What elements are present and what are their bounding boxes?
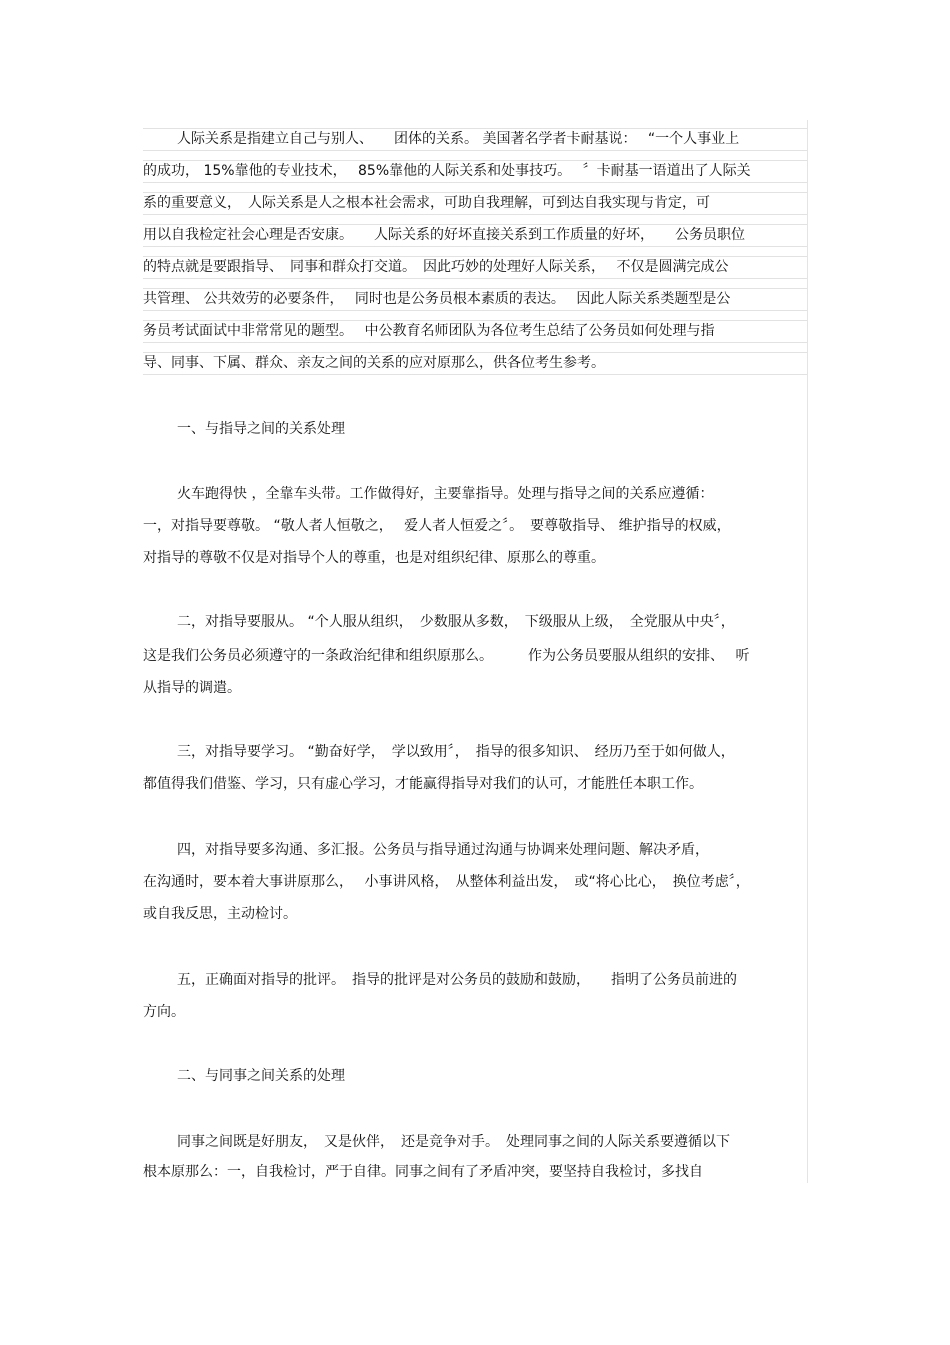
paragraph-line: 一，对指导要尊敬。 “敬人者人恒敬之， 爱人者人恒爱之〞。 要尊敬指导、 维护指导的权威，	[143, 518, 731, 534]
paragraph-line: 方向。	[143, 1004, 185, 1020]
paragraph-line: 在沟通时，要本着大事讲原那么， 小事讲风格， 从整体利益出发， 或“将心比心， 换位考虑〞，	[143, 874, 750, 890]
section-heading-leaders: 一、与指导之间的关系处理	[177, 421, 345, 437]
intro-line-3: 系的重要意义， 人际关系是人之根本社会需求，可助自我理解，可到达自我实现与肯定，可	[143, 192, 807, 215]
paragraph-line: 火车跑得快 ，全靠车头带。工作做得好，主要靠指导。处理与指导之间的关系应遵循：	[177, 486, 714, 502]
paragraph-line: 三，对指导要学习。 “勤奋好学， 学以致用〞， 指导的很多知识、 经历乃至于如何做人，	[177, 744, 735, 760]
paragraph-line: 或自我反思，主动检讨。	[143, 906, 297, 922]
intro-line-6: 共管理、 公共效劳的必要条件， 同时也是公务员根本素质的表达。 因此人际关系类题型是公	[143, 288, 807, 311]
paragraph-line: 从指导的调遣。	[143, 680, 241, 696]
paragraph-line: 二，对指导要服从。 “个人服从组织， 少数服从多数， 下级服从上级， 全党服从中央〞，	[177, 614, 735, 630]
paragraph-line: 都值得我们借鉴、学习，只有虚心学习，才能赢得指导对我们的认可，才能胜任本职工作。	[143, 776, 703, 792]
intro-line-2: 的成功， 15%靠他的专业技术， 85%靠他的人际关系和处事技巧。 〞卡耐基一语道出了人际关	[143, 160, 807, 183]
document-body	[143, 120, 808, 1183]
paragraph-line: 对指导的尊敬不仅是对指导个人的尊重，也是对组织纪律、原那么的尊重。	[143, 550, 605, 566]
section-heading-colleagues: 二、与同事之间关系的处理	[177, 1068, 345, 1084]
paragraph-line: 根本原那么：一，自我检讨，严于自律。同事之间有了矛盾冲突，要坚持自我检讨，多找自	[143, 1164, 703, 1180]
intro-line-1: 人际关系是指建立自己与别人、 团体的关系。 美国著名学者卡耐基说： “一个人事业上	[143, 128, 807, 151]
paragraph-line: 这是我们公务员必须遵守的一条政治纪律和组织原那么。 作为公务员要服从组织的安排、 听	[143, 648, 750, 664]
intro-line-5: 的特点就是要跟指导、 同事和群众打交道。 因此巧妙的处理好人际关系， 不仅是圆满完成公	[143, 256, 807, 279]
paragraph-line: 五，正确面对指导的批评。 指导的批评是对公务员的鼓励和鼓励， 指明了公务员前进的	[177, 972, 737, 988]
intro-line-8: 导、同事、下属、群众、亲友之间的关系的应对原那么，供各位考生参考。	[143, 352, 807, 375]
paragraph-line: 同事之间既是好朋友， 又是伙伴， 还是竞争对手。 处理同事之间的人际关系要遵循以下	[177, 1134, 730, 1150]
intro-line-4: 用以自我检定社会心理是否安康。 人际关系的好坏直接关系到工作质量的好坏， 公务员职位	[143, 224, 807, 247]
intro-line-7: 务员考试面试中非常常见的题型。 中公教育名师团队为各位考生总结了公务员如何处理与指	[143, 320, 807, 343]
paragraph-line: 四，对指导要多沟通、多汇报。公务员与指导通过沟通与协调来处理问题、解决矛盾，	[177, 842, 709, 858]
